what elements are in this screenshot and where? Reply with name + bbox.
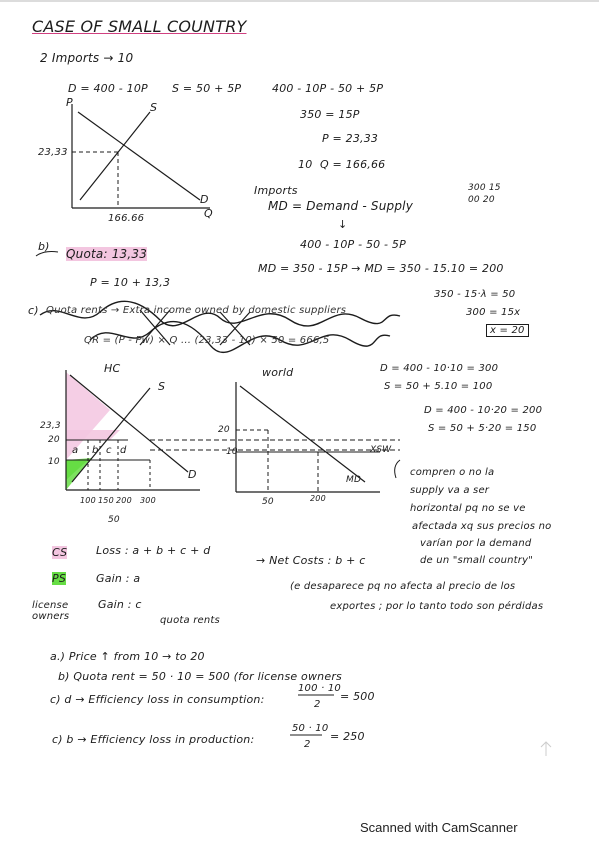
- part-b-label: b): [38, 240, 50, 253]
- graph1-y-label: P: [66, 96, 73, 109]
- world-x-tick-2: 200: [310, 494, 326, 503]
- disappear-line-1: (e desaparece pq no afecta al precio de los: [290, 581, 516, 592]
- answer-d-result: = 250: [330, 730, 365, 743]
- world-x-tick-1: 50: [262, 497, 274, 507]
- solve-line-4b: Q = 166,66: [320, 158, 386, 171]
- hc-d-label: D: [188, 468, 197, 481]
- hc-area-a: a: [72, 445, 79, 456]
- world-md-label: MD: [346, 475, 362, 485]
- import-demand-expression: 400 - 10P - 50 - 5P: [300, 238, 406, 251]
- cs-label: CS: [52, 546, 68, 559]
- quota-price: P = 10 + 13,3: [90, 276, 171, 289]
- ps-text: Gain : a: [96, 572, 141, 585]
- side-calc-3: x = 20: [486, 324, 529, 337]
- solve-line-4a: 10: [298, 158, 313, 171]
- calc-line-3: D = 400 - 10·20 = 200: [424, 405, 543, 416]
- side-calc-1: 350 - 15·λ = 50: [434, 289, 516, 300]
- side-calc-2: 300 = 15x: [466, 307, 521, 318]
- part-c-label: c): [28, 304, 39, 317]
- graph1-s-label: S: [150, 101, 158, 114]
- answer-c-frac-bottom: 2: [314, 699, 321, 710]
- explain-5: varían por la demand: [420, 538, 532, 549]
- q2-number: 2: [40, 51, 48, 65]
- graph1-price-tick: 23,33: [38, 147, 68, 158]
- hc-title: HC: [104, 362, 121, 375]
- hc-x-tick-2: 150: [98, 496, 114, 505]
- quota-value: Quota: 13,33: [66, 247, 148, 261]
- imports-arrow: ↓: [338, 218, 348, 231]
- answer-c-result: = 500: [340, 690, 375, 703]
- side-note-2: 00 20: [468, 195, 495, 205]
- hc-x-tick-1: 100: [80, 496, 96, 505]
- explain-3: horizontal pq no se ve: [410, 503, 526, 514]
- world-y-tick-2: 10: [226, 447, 238, 457]
- hc-area-c: c: [106, 445, 112, 456]
- page-title: CASE OF SMALL COUNTRY: [32, 17, 247, 36]
- q2-text: Imports → 10: [51, 51, 134, 65]
- part-c-text: Quota rents → Extra income owned by domestic suppliers: [46, 305, 347, 316]
- part-c-struck: QR = (P - Pw) × Q ... (23,33 - 10) × 50 = 666,5: [84, 335, 330, 346]
- import-demand-definition: MD = Demand - Supply: [268, 199, 414, 213]
- hc-x-tick-3: 200: [116, 496, 132, 505]
- explain-6: de un "small country": [420, 555, 533, 566]
- explain-4: afectada xq sus precios no: [412, 521, 552, 532]
- disappear-line-2: exportes ; por lo tanto todo son pérdidas: [330, 601, 544, 612]
- explain-1: compren o no la: [410, 467, 495, 478]
- hc-x-below: 50: [108, 515, 120, 525]
- cs-text: Loss : a + b + c + d: [96, 544, 211, 557]
- answer-d-frac-top: 50 · 10: [292, 723, 329, 734]
- hc-y-tick-3: 10: [48, 457, 60, 467]
- solve-line-3: P = 23,33: [322, 132, 379, 145]
- import-demand-line: MD = 350 - 15P → MD = 350 - 15.10 = 200: [258, 262, 504, 275]
- license-text: Gain : c: [98, 598, 142, 611]
- world-y-tick: 20: [218, 425, 230, 435]
- answer-a: a.) Price ↑ from 10 → to 20: [50, 650, 205, 663]
- graph1-x-label: Q: [204, 207, 213, 220]
- solve-line-1: 400 - 10P - 50 + 5P: [272, 82, 384, 95]
- hc-s-label: S: [158, 380, 166, 393]
- graph1-quantity-tick: 166.66: [108, 213, 145, 224]
- world-xsw-label: XSW: [370, 445, 392, 455]
- calc-line-4: S = 50 + 5·20 = 150: [428, 423, 537, 434]
- net-costs: → Net Costs : b + c: [256, 554, 366, 567]
- hc-y-tick-2: 20: [48, 435, 60, 445]
- answer-d-frac-bottom: 2: [304, 739, 311, 750]
- calc-line-1: D = 400 - 10·10 = 300: [380, 363, 499, 374]
- supply-equation: S = 50 + 5P: [172, 82, 242, 95]
- ps-label: PS: [52, 572, 67, 585]
- solve-line-2: 350 = 15P: [300, 108, 360, 121]
- hc-x-tick-4: 300: [140, 496, 156, 505]
- hc-area-b: b: [92, 445, 99, 456]
- side-note-1: 300 15: [468, 183, 501, 193]
- world-title: world: [262, 366, 294, 379]
- explain-2: supply va a ser: [410, 485, 490, 496]
- answer-c: c) d → Efficiency loss in consumption:: [50, 693, 265, 706]
- imports-heading: Imports: [254, 184, 298, 197]
- graph1-d-label: D: [200, 193, 209, 206]
- hc-area-d: d: [120, 445, 127, 456]
- license-sub: quota rents: [160, 615, 220, 626]
- license-label: license owners: [32, 600, 70, 622]
- answer-c-frac-top: 100 · 10: [298, 683, 341, 694]
- answer-b: b) Quota rent = 50 · 10 = 500 (for license owners: [58, 670, 342, 683]
- calc-line-2: S = 50 + 5.10 = 100: [384, 381, 493, 392]
- hc-y-tick-1: 23,3: [40, 421, 61, 431]
- answer-d: c) b → Efficiency loss in production:: [52, 733, 255, 746]
- demand-equation: D = 400 - 10P: [68, 82, 148, 95]
- scanner-watermark: Scanned with CamScanner: [360, 820, 518, 835]
